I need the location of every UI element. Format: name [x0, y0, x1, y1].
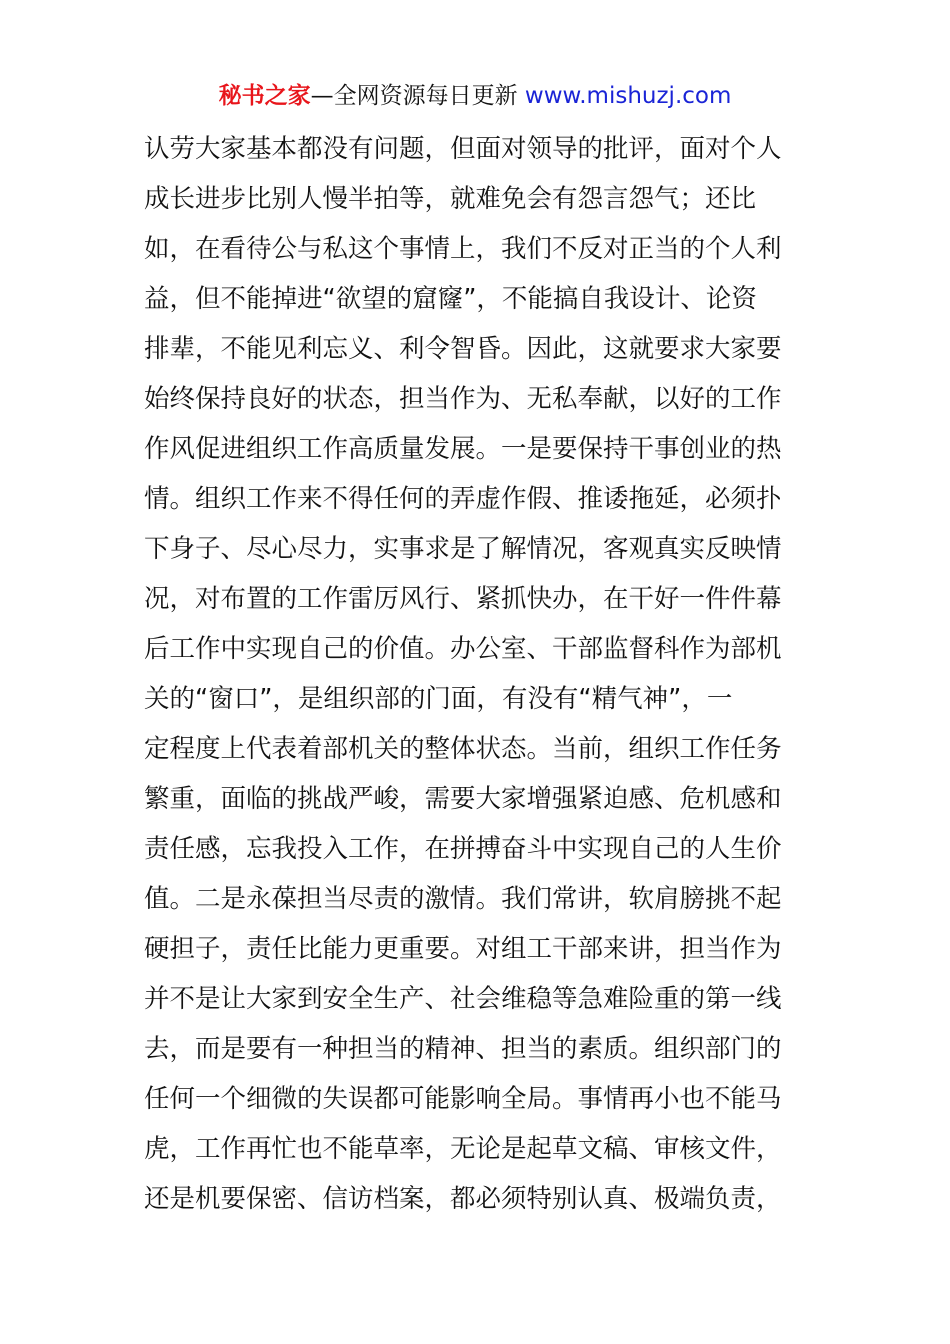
text-line: 情。组织工作来不得任何的弄虚作假、推诿拖延，必须扑	[144, 484, 782, 514]
text-line: 始终保持良好的状态，担当作为、无私奉献，以好的工作	[144, 384, 782, 414]
text-line: 作风促进组织工作高质量发展。一是要保持干事创业的热	[144, 434, 782, 464]
text-line: 认劳大家基本都没有问题，但面对领导的批评，面对个人	[144, 134, 782, 164]
text-line: 值。二是永葆担当尽责的激情。我们常讲，软肩膀挑不起	[144, 884, 782, 914]
text-line: 关的“窗口”，是组织部的门面，有没有“精气神”，一	[144, 684, 733, 714]
text-line: 如，在看待公与私这个事情上，我们不反对正当的个人利	[144, 234, 782, 264]
text-line: 定程度上代表着部机关的整体状态。当前，组织工作任务	[144, 734, 782, 764]
text-line: 虎，工作再忙也不能草率，无论是起草文稿、审核文件，	[144, 1134, 782, 1164]
text-line: 下身子、尽心尽力，实事求是了解情况，客观真实反映情	[144, 534, 782, 564]
page-header	[0, 80, 950, 112]
header-tagline: —全网资源每日更新	[310, 83, 525, 109]
text-line: 成长进步比别人慢半拍等，就难免会有怨言怨气；还比	[144, 184, 757, 214]
text-line: 并不是让大家到安全生产、社会维稳等急难险重的第一线	[144, 984, 782, 1014]
text-line: 况，对布置的工作雷厉风行、紧抓快办，在干好一件件幕	[144, 584, 782, 614]
site-url-link[interactable]: www.mishuzj.com	[524, 83, 732, 109]
text-line: 还是机要保密、信访档案，都必须特别认真、极端负责，	[144, 1184, 782, 1214]
brand-name: 秘书之家	[218, 83, 311, 109]
text-line: 硬担子，责任比能力更重要。对组工干部来讲，担当作为	[144, 934, 782, 964]
document-body	[144, 124, 824, 1224]
text-line: 去，而是要有一种担当的精神、担当的素质。组织部门的	[144, 1034, 782, 1064]
text-line: 后工作中实现自己的价值。办公室、干部监督科作为部机	[144, 634, 782, 664]
text-line: 益，但不能掉进“欲望的窟窿”，不能搞自我设计、论资	[144, 284, 757, 314]
text-line: 任何一个细微的失误都可能影响全局。事情再小也不能马	[144, 1084, 782, 1114]
text-line: 责任感，忘我投入工作，在拼搏奋斗中实现自己的人生价	[144, 834, 782, 864]
text-line: 排辈，不能见利忘义、利令智昏。因此，这就要求大家要	[144, 334, 782, 364]
text-line: 繁重，面临的挑战严峻，需要大家增强紧迫感、危机感和	[144, 784, 782, 814]
